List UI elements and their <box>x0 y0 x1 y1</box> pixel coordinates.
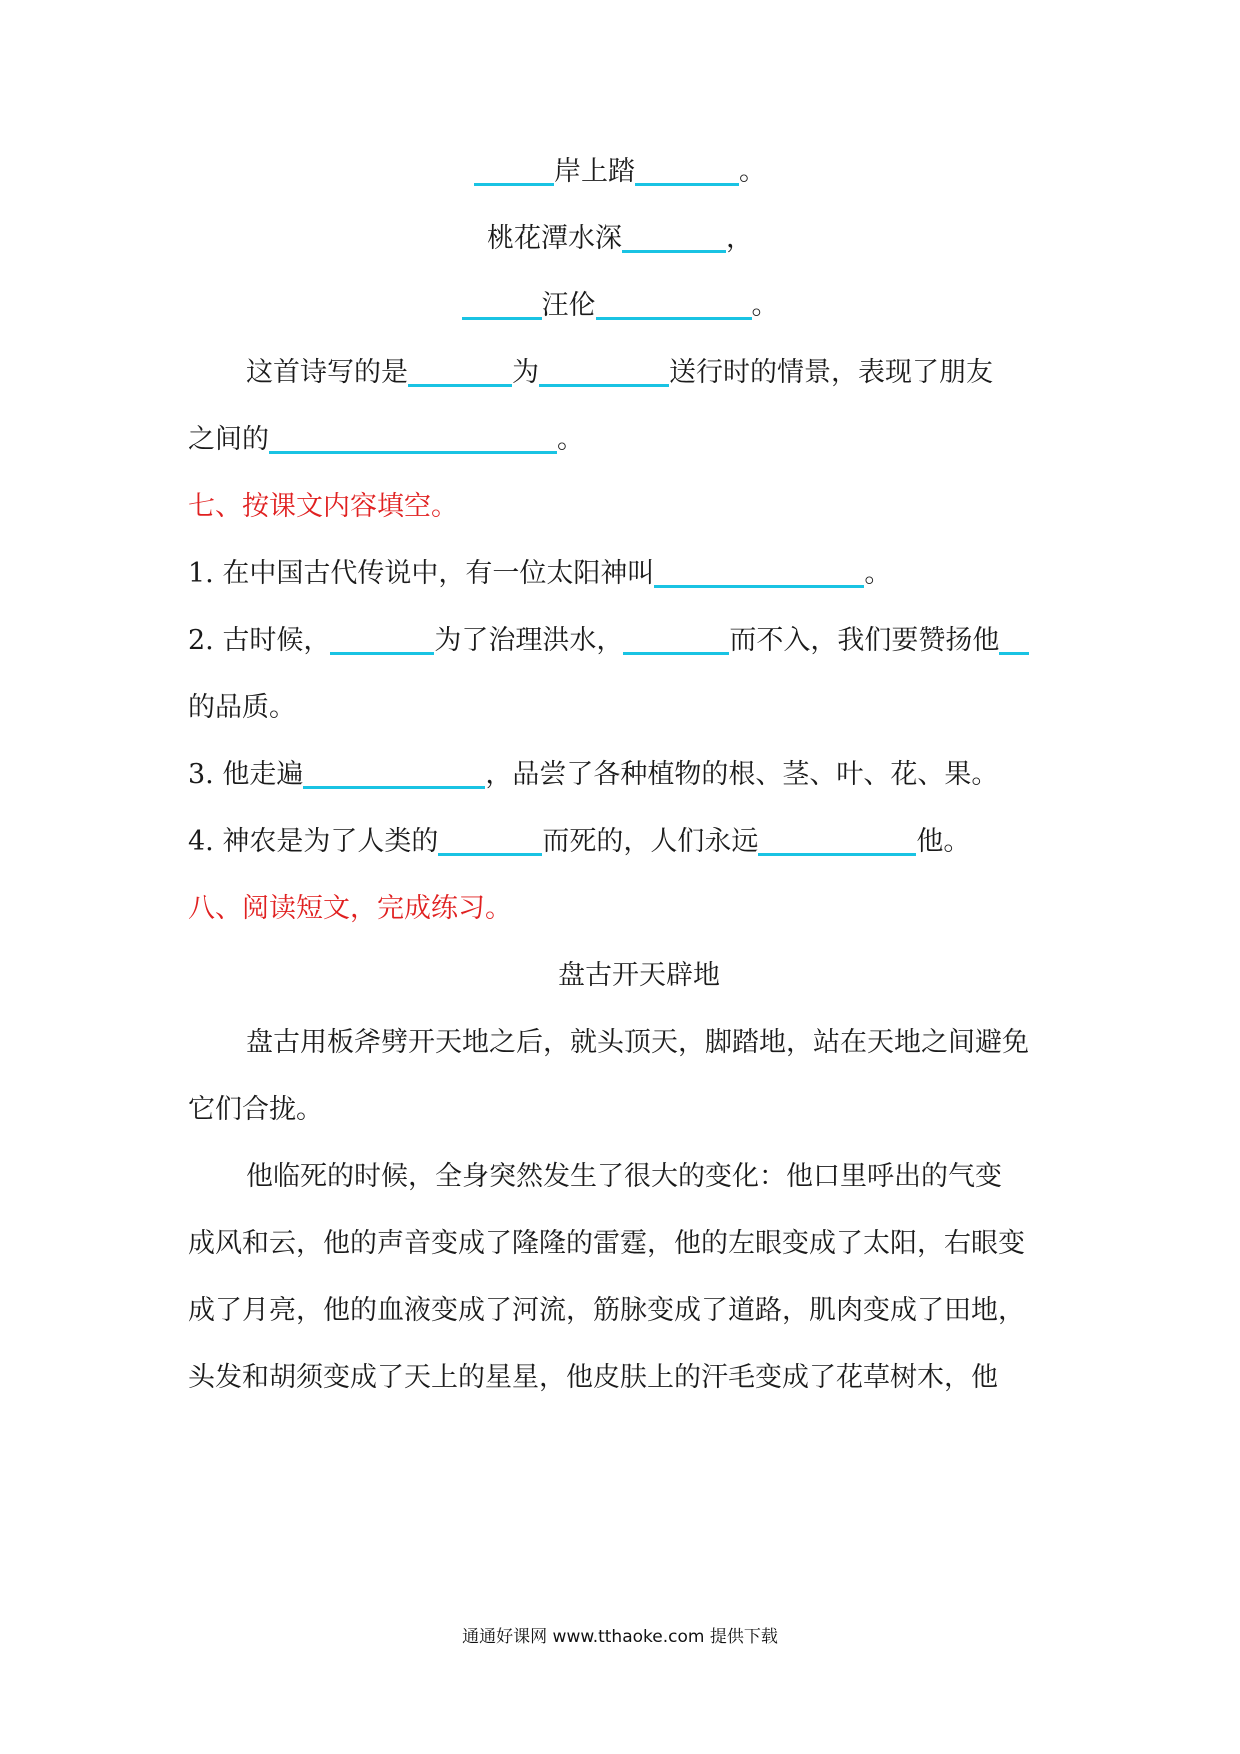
passage-title: 盘古开天辟地 <box>558 960 720 991</box>
question-text: 而不入，我们要赞扬他 <box>729 625 1000 656</box>
poem-question-line-1 <box>246 351 993 395</box>
question-text: 为 <box>512 357 539 388</box>
question-text: 这首诗写的是 <box>246 357 408 388</box>
section-7-question-2-cont: 的品质。 <box>188 692 296 723</box>
section-7-question-3 <box>188 753 998 797</box>
blank[interactable] <box>623 626 729 655</box>
question-text: 2. 古时候， <box>188 625 331 656</box>
blank[interactable] <box>539 358 669 387</box>
question-text: 1. 在中国古代传说中，有一位太阳神叫 <box>188 558 655 589</box>
blank[interactable] <box>622 224 726 253</box>
section-7-heading: 七、按课文内容填空。 <box>188 491 458 522</box>
passage-line: 成了月亮，他的血液变成了河流，筋脉变成了道路，肌肉变成了田地， <box>188 1295 1025 1326</box>
question-text: 3. 他走遍 <box>188 759 304 790</box>
blank[interactable] <box>438 827 542 856</box>
blank[interactable] <box>408 358 512 387</box>
passage-line: 它们合拢。 <box>188 1094 323 1125</box>
blank[interactable] <box>462 291 542 320</box>
footer-credit: 通通好课网 www.tthaoke.com 提供下载 <box>462 1627 778 1647</box>
blank[interactable] <box>635 157 739 186</box>
section-7-question-1 <box>188 552 891 596</box>
question-text: 而死的，人们永远 <box>542 826 759 857</box>
blank[interactable] <box>758 827 916 856</box>
poem-line-1 <box>0 150 1240 194</box>
question-text: 送行时的情景，表现了朋友 <box>669 357 993 388</box>
poem-text: 岸上踏 <box>554 156 635 187</box>
poem-text: 汪伦 <box>541 290 596 321</box>
poem-question-line-2 <box>188 418 584 462</box>
punctuation: 。 <box>739 156 766 187</box>
question-text: 之间的 <box>188 424 269 455</box>
poem-text: 桃花潭水深 <box>487 223 622 254</box>
punctuation: 。 <box>864 558 892 589</box>
blank[interactable] <box>330 626 434 655</box>
punctuation: 。 <box>557 424 584 455</box>
passage-line: 盘古用板斧劈开天地之后，就头顶天，脚踏地，站在天地之间避免 <box>246 1027 1029 1058</box>
blank[interactable] <box>303 760 485 789</box>
passage-line: 成风和云，他的声音变成了隆隆的雷霆，他的左眼变成了太阳，右眼变 <box>188 1228 1025 1259</box>
punctuation: ， <box>726 223 753 254</box>
section-7-question-2 <box>188 619 1029 663</box>
question-text: 为了治理洪水， <box>434 625 624 656</box>
question-text: 4. 神农是为了人类的 <box>188 826 439 857</box>
poem-line-2 <box>0 217 1240 261</box>
blank[interactable] <box>654 559 864 588</box>
blank[interactable] <box>269 425 557 454</box>
section-8-heading: 八、阅读短文，完成练习。 <box>188 893 512 924</box>
punctuation: 。 <box>751 290 779 321</box>
question-text: ，品尝了各种植物的根、茎、叶、花、果。 <box>485 759 999 790</box>
blank[interactable] <box>596 291 752 320</box>
passage-line: 他临死的时候，全身突然发生了很大的变化：他口里呼出的气变 <box>246 1161 1002 1192</box>
poem-line-3 <box>0 284 1240 328</box>
question-text: 他。 <box>916 826 971 857</box>
blank[interactable] <box>474 157 554 186</box>
blank[interactable] <box>999 626 1029 655</box>
section-7-question-4 <box>188 820 970 864</box>
passage-line: 头发和胡须变成了天上的星星，他皮肤上的汗毛变成了花草树木，他 <box>188 1362 998 1393</box>
